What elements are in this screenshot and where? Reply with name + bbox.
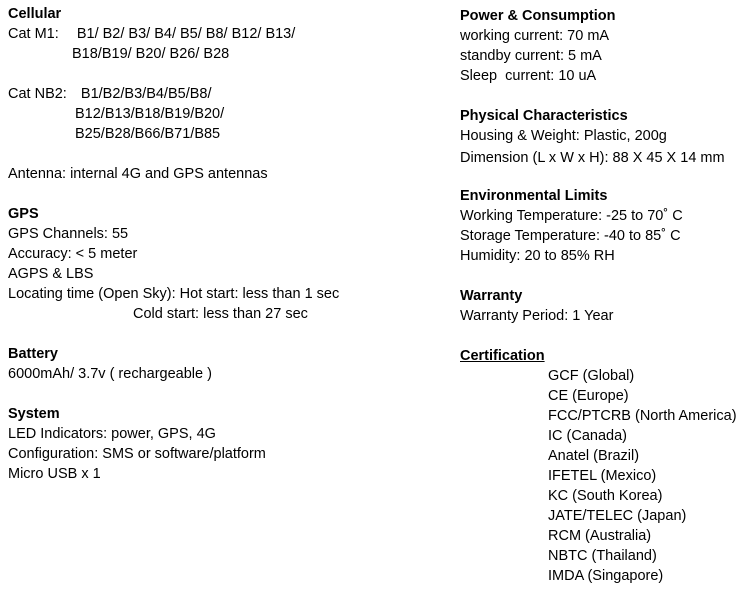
power-working: working current: 70 mA [460,28,610,44]
catnb2-row [8,84,448,104]
certification-item: IMDA (Singapore) [548,568,664,584]
catm1-label: Cat M1: [8,26,59,42]
battery-section [8,344,448,384]
system-config: Configuration: SMS or software/platform [8,446,266,462]
battery-heading: Battery [8,346,58,362]
right-column [460,6,745,606]
antenna-spec: Antenna: internal 4G and GPS antennas [8,166,268,182]
environment-humidity: Humidity: 20 to 85% RH [460,248,615,264]
certification-item: IFETEL (Mexico) [548,468,657,484]
certification-item: KC (South Korea) [548,488,663,504]
certification-item: JATE/TELEC (Japan) [548,508,687,524]
gps-channels: GPS Channels: 55 [8,226,129,242]
certification-item: FCC/PTCRB (North America) [548,408,737,424]
certification-heading: Certification [460,348,545,364]
power-heading: Power & Consumption [460,8,616,24]
battery-spec: 6000mAh/ 3.7v ( rechargeable ) [8,366,212,382]
certification-item: Anatel (Brazil) [548,448,640,464]
gps-section [8,204,448,324]
gps-locating-hot: Locating time (Open Sky): Hot start: less than 1 sec [8,286,340,302]
catnb2-label: Cat NB2: [8,86,67,102]
environment-section [460,186,745,266]
power-section [460,6,745,86]
gps-locating-cold: Cold start: less than 27 sec [133,306,308,322]
certification-item: CE (Europe) [548,388,629,404]
physical-housing: Housing & Weight: Plastic, 200g [460,128,667,144]
environment-heading: Environmental Limits [460,188,608,204]
cellular-section [8,4,448,184]
system-leds: LED Indicators: power, GPS, 4G [8,426,216,442]
certification-item: NBTC (Thailand) [548,548,657,564]
catnb2-bands-1: B1/B2/B3/B4/B5/B8/ [80,86,212,102]
warranty-heading: Warranty [460,288,523,304]
power-standby: standby current: 5 mA [460,48,602,64]
physical-heading: Physical Characteristics [460,108,628,124]
certification-item: IC (Canada) [548,428,627,444]
certification-item: RCM (Australia) [548,528,652,544]
system-usb: Micro USB x 1 [8,466,101,482]
physical-dimension: Dimension (L x W x H): 88 X 45 X 14 mm [460,150,725,166]
system-heading: System [8,406,60,422]
catnb2-bands-3: B25/B28/B66/B71/B85 [75,126,221,142]
warranty-section [460,286,745,326]
physical-section [460,106,745,168]
gps-agps: AGPS & LBS [8,266,94,282]
power-sleep: Sleep current: 10 uA [460,68,597,84]
environment-working-temp: Working Temperature: -25 to 70˚ C [460,208,683,224]
catm1-row [8,24,448,44]
cellular-heading: Cellular [8,6,62,22]
certification-section [460,346,745,586]
left-column [8,4,448,504]
environment-storage-temp: Storage Temperature: -40 to 85˚ C [460,228,681,244]
certification-item: GCF (Global) [548,368,635,384]
catm1-bands-2: B18/B19/ B20/ B26/ B28 [72,46,230,62]
gps-accuracy: Accuracy: < 5 meter [8,246,138,262]
catnb2-bands-2: B12/B13/B18/B19/B20/ [75,106,225,122]
catm1-bands-1: B1/ B2/ B3/ B4/ B5/ B8/ B12/ B13/ [76,26,296,42]
system-section [8,404,448,484]
gps-heading: GPS [8,206,39,222]
warranty-period: Warranty Period: 1 Year [460,308,614,324]
